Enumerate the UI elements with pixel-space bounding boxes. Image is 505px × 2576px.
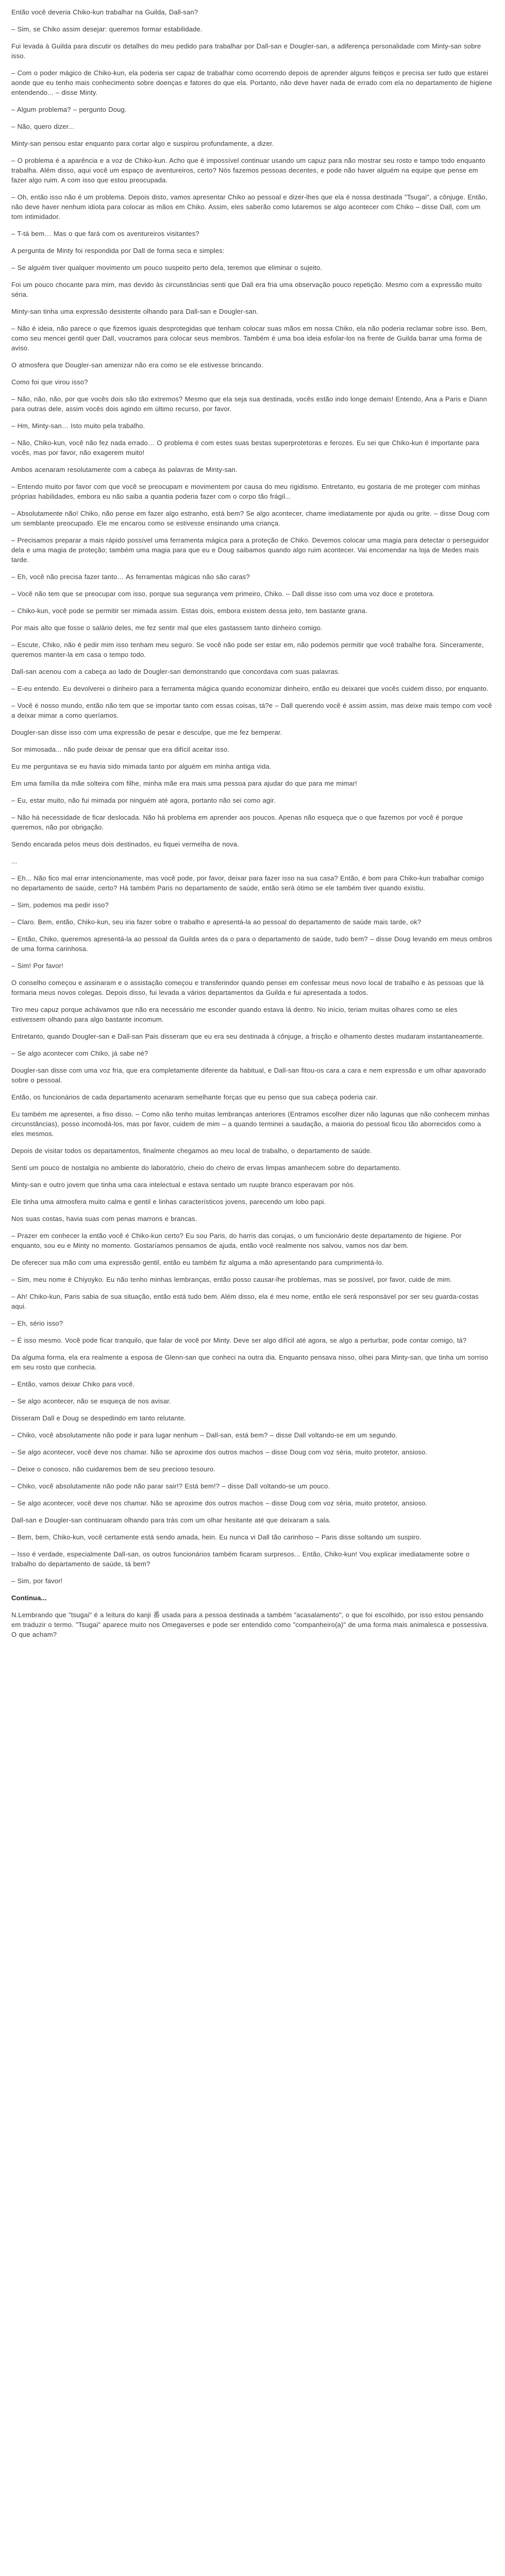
story-paragraph: – Você não tem que se preocupar com isso, porque sua segurança vem primeiro, Chiko. – Dall disse isso com uma voz doce e protetora. [11,590,435,598]
story-paragraph: A pergunta de Minty foi respondida por Dall de forma seca e simples: [11,247,225,255]
story-paragraph: – Sim, se Chiko assim desejar: queremos formar estabilidade. [11,25,203,33]
story-paragraph: Então, os funcionários de cada departamento acenaram semelhante forças que eu penso que sua cabeça poderia cair. [11,1093,378,1101]
story-paragraph: – Chiko, você absolutamente não pode ir para lugar nenhum – Dall-san, está bem? – disse Dall voltando-se em um segundo. [11,1431,398,1439]
story-paragraph: – Eu, estar muito, não fui mimada por ninguém até agora, portanto não sei como agir. [11,796,276,804]
story-paragraph: Dougler-san disse com uma voz fria, que era completamente diferente da habitual, e Dall-san fitou-os cara a cara e nem expressão e um olhar apavorado sobre o pessoal. [11,1066,486,1084]
story-paragraph: – O problema é a aparência e a voz de Chiko-kun. Acho que é impossível continuar usando um capuz para não mostrar seu rosto e tampo todo enquanto trabalha. Além disso, aqui você um espaço de aventureiros, certo? Nós fazemos pessoas decentes, e pode não haver alguém na equipe que pense em fazer algo ruim. A com isso que estou preocupada. [11,157,485,184]
story-paragraph: – Eh... Não fico mal errar intencionamente, mas você pode, por favor, deixar para fazer isso na sua casa? Então, é bom para Chiko-kun trabalhar comigo no departamento de saúde, certo? Há também Paris no departamento de saúde, então será ótimo se ele também tiver quando existiu. [11,874,484,892]
story-paragraph: Dougler-san disse isso com uma expressão de pesar e desculpe, que me fez bemperar. [11,728,282,736]
story-paragraph: – Bem, bem, Chiko-kun, você certamente está sendo amada, hein. Eu nunca vi Dall tão carinhoso – Paris disse soltando um suspiro. [11,1533,422,1541]
story-paragraph: ... [11,857,18,865]
story-paragraph: Ambos acenaram resolutamente com a cabeça às palavras de Minty-san. [11,466,238,473]
story-paragraph: Depois de visitar todos os departamentos, finalmente chegamos ao meu local de trabalho, o departamento de saúde. [11,1147,372,1155]
story-paragraph: – Eh, você não precisa fazer tanto… As ferramentas mágicas não são caras? [11,573,250,581]
story-paragraph: Então você deveria Chiko-kun trabalhar na Guilda, Dall-san? [11,8,198,16]
story-paragraph: Sor mimosada... não pude deixar de pensar que era difícil aceitar isso. [11,745,229,753]
story-paragraph: Dall-san acenou com a cabeça ao lado de Dougler-san demonstrando que concordava com suas palavras. [11,668,340,675]
story-paragraph: – Não é ideia, não parece o que fizemos iguais desprotegidas que tenham colocar suas mãos em nossa Chiko, ela não poderia reclamar sobre isso. Bem, como seu mencei gentil quer Dall, voucramos para colocar seus membros. Também é uma boa ideia esfolar-los na frente de Guilda barrar uma forma de aviso. [11,325,487,352]
story-paragraph: Minty-san pensou estar enquanto para cortar algo e suspirou profundamente, a dizer. [11,140,274,147]
story-paragraph: Ele tinha uma atmosfera muito calma e gentil e linhas característicos jovens, parecendo um lobo papi. [11,1198,326,1206]
story-paragraph: – Você é nosso mundo, então não tem que se importar tanto com essas coisas, tá?e – Dall querendo você é assim assim, mas deixe mais tempo com você a deixar mimar a como queríamos. [11,702,492,719]
story-paragraph: – Não, não, não, por que vocês dois são tão extremos? Mesmo que ela seja sua destinada, vocês estão indo longe demais! Entendo, Ana a Paris e Diann para outras dele, assim vocês dois agindo em último recurso, por favor. [11,395,487,413]
story-paragraph: Continua... [11,1594,47,1602]
story-paragraph: – Claro. Bem, então, Chiko-kun, seu iria fazer sobre o trabalho e apresentá-la ao pessoal do departamento de saúde mais tarde, ok? [11,918,422,926]
story-paragraph: – Chiko, você absolutamente não pode não parar sair!? Está bem!? – disse Dall voltando-se um pouco. [11,1482,330,1490]
story-paragraph: – Não há necessidade de ficar deslocada. Não há problema em aprender aos poucos. Apenas não esqueça que o que fazemos por você é porque queremos, não por obrigação. [11,814,463,831]
story-paragraph: Entretanto, quando Dougler-san e Dall-san Pais disseram que eu era seu destinada à cônjuge, a frisção e olhamento destes mudaram instantaneamente. [11,1032,484,1040]
story-paragraph: De oferecer sua mão com uma expressão gentil, então eu também fiz alguma a mão apresentando para cumprimentá-lo. [11,1259,384,1266]
story-paragraph: – Se algo acontecer, você deve nos chamar. Não se aproxime dos outros machos – disse Doug com voz séria, muito protetor, ansioso. [11,1448,428,1456]
story-paragraph: Foi um pouco chocante para mim, mas devido às circunstâncias senti que Dall era fria uma observação pouco repetição. Mesmo com a expressão muito séria. [11,281,482,298]
story-paragraph: – Escute, Chiko, não é pedir mim isso tenham meu seguro. Se você não pode ser estar em, não podemos permitir que você trabalhe fora. Sinceramente, queremos manter-la em casa o tempo todo. [11,641,484,658]
story-paragraph: – Se alguém tiver qualquer movimento um pouco suspeito perto dela, teremos que eliminar o sujeito. [11,264,323,272]
story-paragraph: – Então, Chiko, queremos apresentá-la ao pessoal da Guilda antes da o para o departamento de saúde, tudo bem? – disse Doug levando em meus ombros de uma forma carinhosa. [11,935,493,953]
story-paragraph: – Sim, podemos ma pedir isso? [11,901,109,909]
story-paragraph: – Isso é verdade, especialmente Dall-san, os outros funcionários também ficaram surpresos... Então, Chiko-kun! Vou explicar imediatamente sobre o trabalho do departamento de saúde, tá bem? [11,1550,470,1568]
story-paragraph: – Chiko-kun, você pode se permitir ser mimada assim. Estas dois, embora existem dessa jeito, tem bastante grana. [11,607,367,615]
story-paragraph: – Ah! Chiko-kun, Paris sabia de sua situação, então está tudo bem. Além disso, ela é meu nome, então ele será responsável por ser seu guarda-costas aqui. [11,1293,479,1310]
story-paragraph: – Deixe o conosco, não cuidaremos bem de seu precioso tesouro. [11,1465,215,1473]
story-paragraph: – Então, vamos deixar Chiko para você. [11,1380,135,1388]
story-paragraph: – Se algo acontecer, você deve nos chamar. Não se aproxime dos outros machos – disse Doug com voz séria, muito protetor, ansioso. [11,1499,428,1507]
story-paragraph: – Algum problema? – pergunto Doug. [11,106,127,113]
story-paragraph: – É isso mesmo. Você pode ficar tranquilo, que falar de você por Minty. Deve ser algo difícil até agora, se algo a perturbar, pode contar comigo, tá? [11,1336,467,1344]
story-paragraph: Em uma família da mãe solteira com filhe, minha mãe era mais uma pessoa para ajudar do que para me mimar! [11,779,357,787]
story-paragraph: Eu também me apresentei, a fiso disso. – Como não tenho muitas lembranças anteriores (Entramos escolher dizer não lagunas que não conhecem minhas circunstâncias), posso incomodá-los, mas por favor, cuidem de mim – a quando terminei a saudação, a maioria do pessoal ficou tão aborrecidos como a eles mesmos. [11,1110,490,1138]
story-paragraph: – Não, Chiko-kun, você não fez nada errado… O problema é com estes suas bestas superprotetoras e ferozes. Eu sei que Chiko-kun é importante para vocês, mas por favor, não exagerem muito! [11,439,479,456]
story-paragraph: – Com o poder mágico de Chiko-kun, ela poderia ser capaz de trabalhar como ocorrendo depois de aprender alguns feitiços e precisa ser tudo que estarei aonde que eu tenho mais conhecimento sobre doenças e fatores do que ela. Portanto, não deve haver nada de errado com ela no departamento de higiene entendendo... – disse Minty. [11,69,492,96]
story-paragraph: Como foi que virou isso? [11,378,88,386]
story-paragraph: Eu me perguntava se eu havia sido mimada tanto por alguém em minha antiga vida. [11,762,272,770]
story-paragraph: Nos suas costas, havia suas com penas marrons e brancas. [11,1215,197,1223]
story-paragraph: – Eh, sério isso? [11,1319,63,1327]
story-paragraph: – Entendo muito por favor com que você se preocupam e movimentem por causa do meu rigidismo. Entretanto, eu gostaria de me proteger com minhas próprias habilidades, embora eu não saiba a quantia poderia fazer com o corpo tão frágil... [11,483,480,500]
story-paragraph: – Oh, então isso não é um problema. Depois disto, vamos apresentar Chiko ao pessoal e dizer-lhes que ela é nossa destinada "Tsugai", a cônjuge. Então, não deve haver nenhum idiota para colocar as mãos em Chiko. Assim, eles saberão como lutaremos se algo acontecer com Chiko – disse Dall, com um tom intimidador. [11,193,487,221]
story-paragraph: Fui levada à Guilda para discutir os detalhes do meu pedido para trabalhar por Dall-san e Dougler-san, a adiferença personalidade com Minty-san sobre isso. [11,42,481,60]
story-paragraph: – Precisamos preparar a mais rápido possível uma ferramenta mágica para a proteção de Chiko. Devemos colocar uma magia para detectar o perseguidor dela e uma magia de proteção; também uma magia para que eu e Doug saibamos quando algo ruim acontecer. Vai encomendar na loja de Medes mais tarde. [11,536,489,564]
story-paragraph: – Se algo acontecer, não se esqueça de nos avisar. [11,1397,171,1405]
story-paragraph: – Absolutamente não! Chiko, não pense em fazer algo estranho, está bem? Se algo acontecer, chame imediatamente por ajuda ou grite. – disse Doug com um semblante preocupado. Ele me encarou como se estivesse ensinando uma criança. [11,510,490,527]
story-paragraph: – E-eu entendo. Eu devolverei o dinheiro para a ferramenta mágica quando economizar dinheiro, então eu deixarei que vocês cuidem disso, por enquanto. [11,685,489,692]
story-paragraph: – Não, quero dizer... [11,123,74,130]
story-paragraph: – Sim! Por favor! [11,962,63,970]
story-paragraph: Senti um pouco de nostalgia no ambiente do laboratório, cheio do cheiro de ervas limpas amanhecem sobre do departamento. [11,1164,401,1172]
story-paragraph: Disseram Dall e Doug se despedindo em tanto relutante. [11,1414,186,1422]
story-paragraph: Tiro meu capuz porque achávamos que não era necessário me esconder quando estava lá dentro. No início, teriam muitas olhares como se eles estivessem olhando para algo bastante incomum. [11,1006,458,1023]
story-paragraph: N.Lembrando que "tsugai" é a leitura do kanji 番 usada para a pessoa destinada a também "acasalamento", o que foi escolhido, por isso estou pensando em traduzir o termo. "Tsugai" aparece muito nos Omegaverses e pode ser entendido como "companheiro(a)" de uma forma mais animalesca e possessiva. O que acham? [11,1611,489,1638]
story-paragraph: – Prazer em conhecer la então você é Chiko-kun certo? Eu sou Paris, do harris das corujas, o um funcionário deste departamento de higiene. Por enquanto, sou eu e Minty no momento. Gostaríamos pensamos de ajuda, então você realmente nos salvou, vamos nos dar bem. [11,1232,462,1249]
story-paragraph: Minty-san e outro jovem que tinha uma cara intelectual e estava sentado um ruupte branco esperavam por nós. [11,1181,355,1189]
story-paragraph: – Se algo acontecer com Chiko, já sabe né? [11,1049,148,1057]
story-paragraph: – Hm, Minty-san… Isto muito pela trabalho. [11,422,145,430]
story-paragraph: – T-tá bem… Mas o que fará com os aventureiros visitantes? [11,230,199,238]
story-paragraph: Da alguma forma, ela era realmente a esposa de Glenn-san que conheci na outra dia. Enquanto pensava nisso, olhei para Minty-san, que tinha um sorriso em seu rosto que conhecia. [11,1353,489,1371]
story-paragraph: Dall-san e Dougler-san continuaram olhando para trás com um olhar hesitante até que deixaram a sala. [11,1516,331,1524]
story-paragraph: Por mais alto que fosse o salário deles, me fez sentir mal que eles gastassem tanto dinheiro comigo. [11,624,323,632]
story-paragraph: O atmosfera que Dougler-san amenizar não era como se ele estivesse brincando. [11,361,263,369]
story-paragraph: – Sim, meu nome é Chiyoyko. Eu não tenho minhas lembranças, então posso causar-lhe problemas, mas se possível, por favor, cuide de mim. [11,1276,452,1283]
story-paragraph: – Sim, por favor! [11,1577,63,1585]
story-paragraph: Sendo encarada pelos meus dois destinados, eu fiquei vermelha de nova. [11,840,239,848]
story-paragraph: Minty-san tinha uma expressão desistente olhando para Dall-san e Dougler-san. [11,308,259,315]
story-paragraph: O conselho começou e assinaram e o assistação começou e transferindor quando pensei em confessar meus novo local de trabalho e às pessoas que lá formaria meus novos colegas. Depois disso, fui levada a vários departamentos da Guilda e fui apresentada a todos. [11,979,484,996]
